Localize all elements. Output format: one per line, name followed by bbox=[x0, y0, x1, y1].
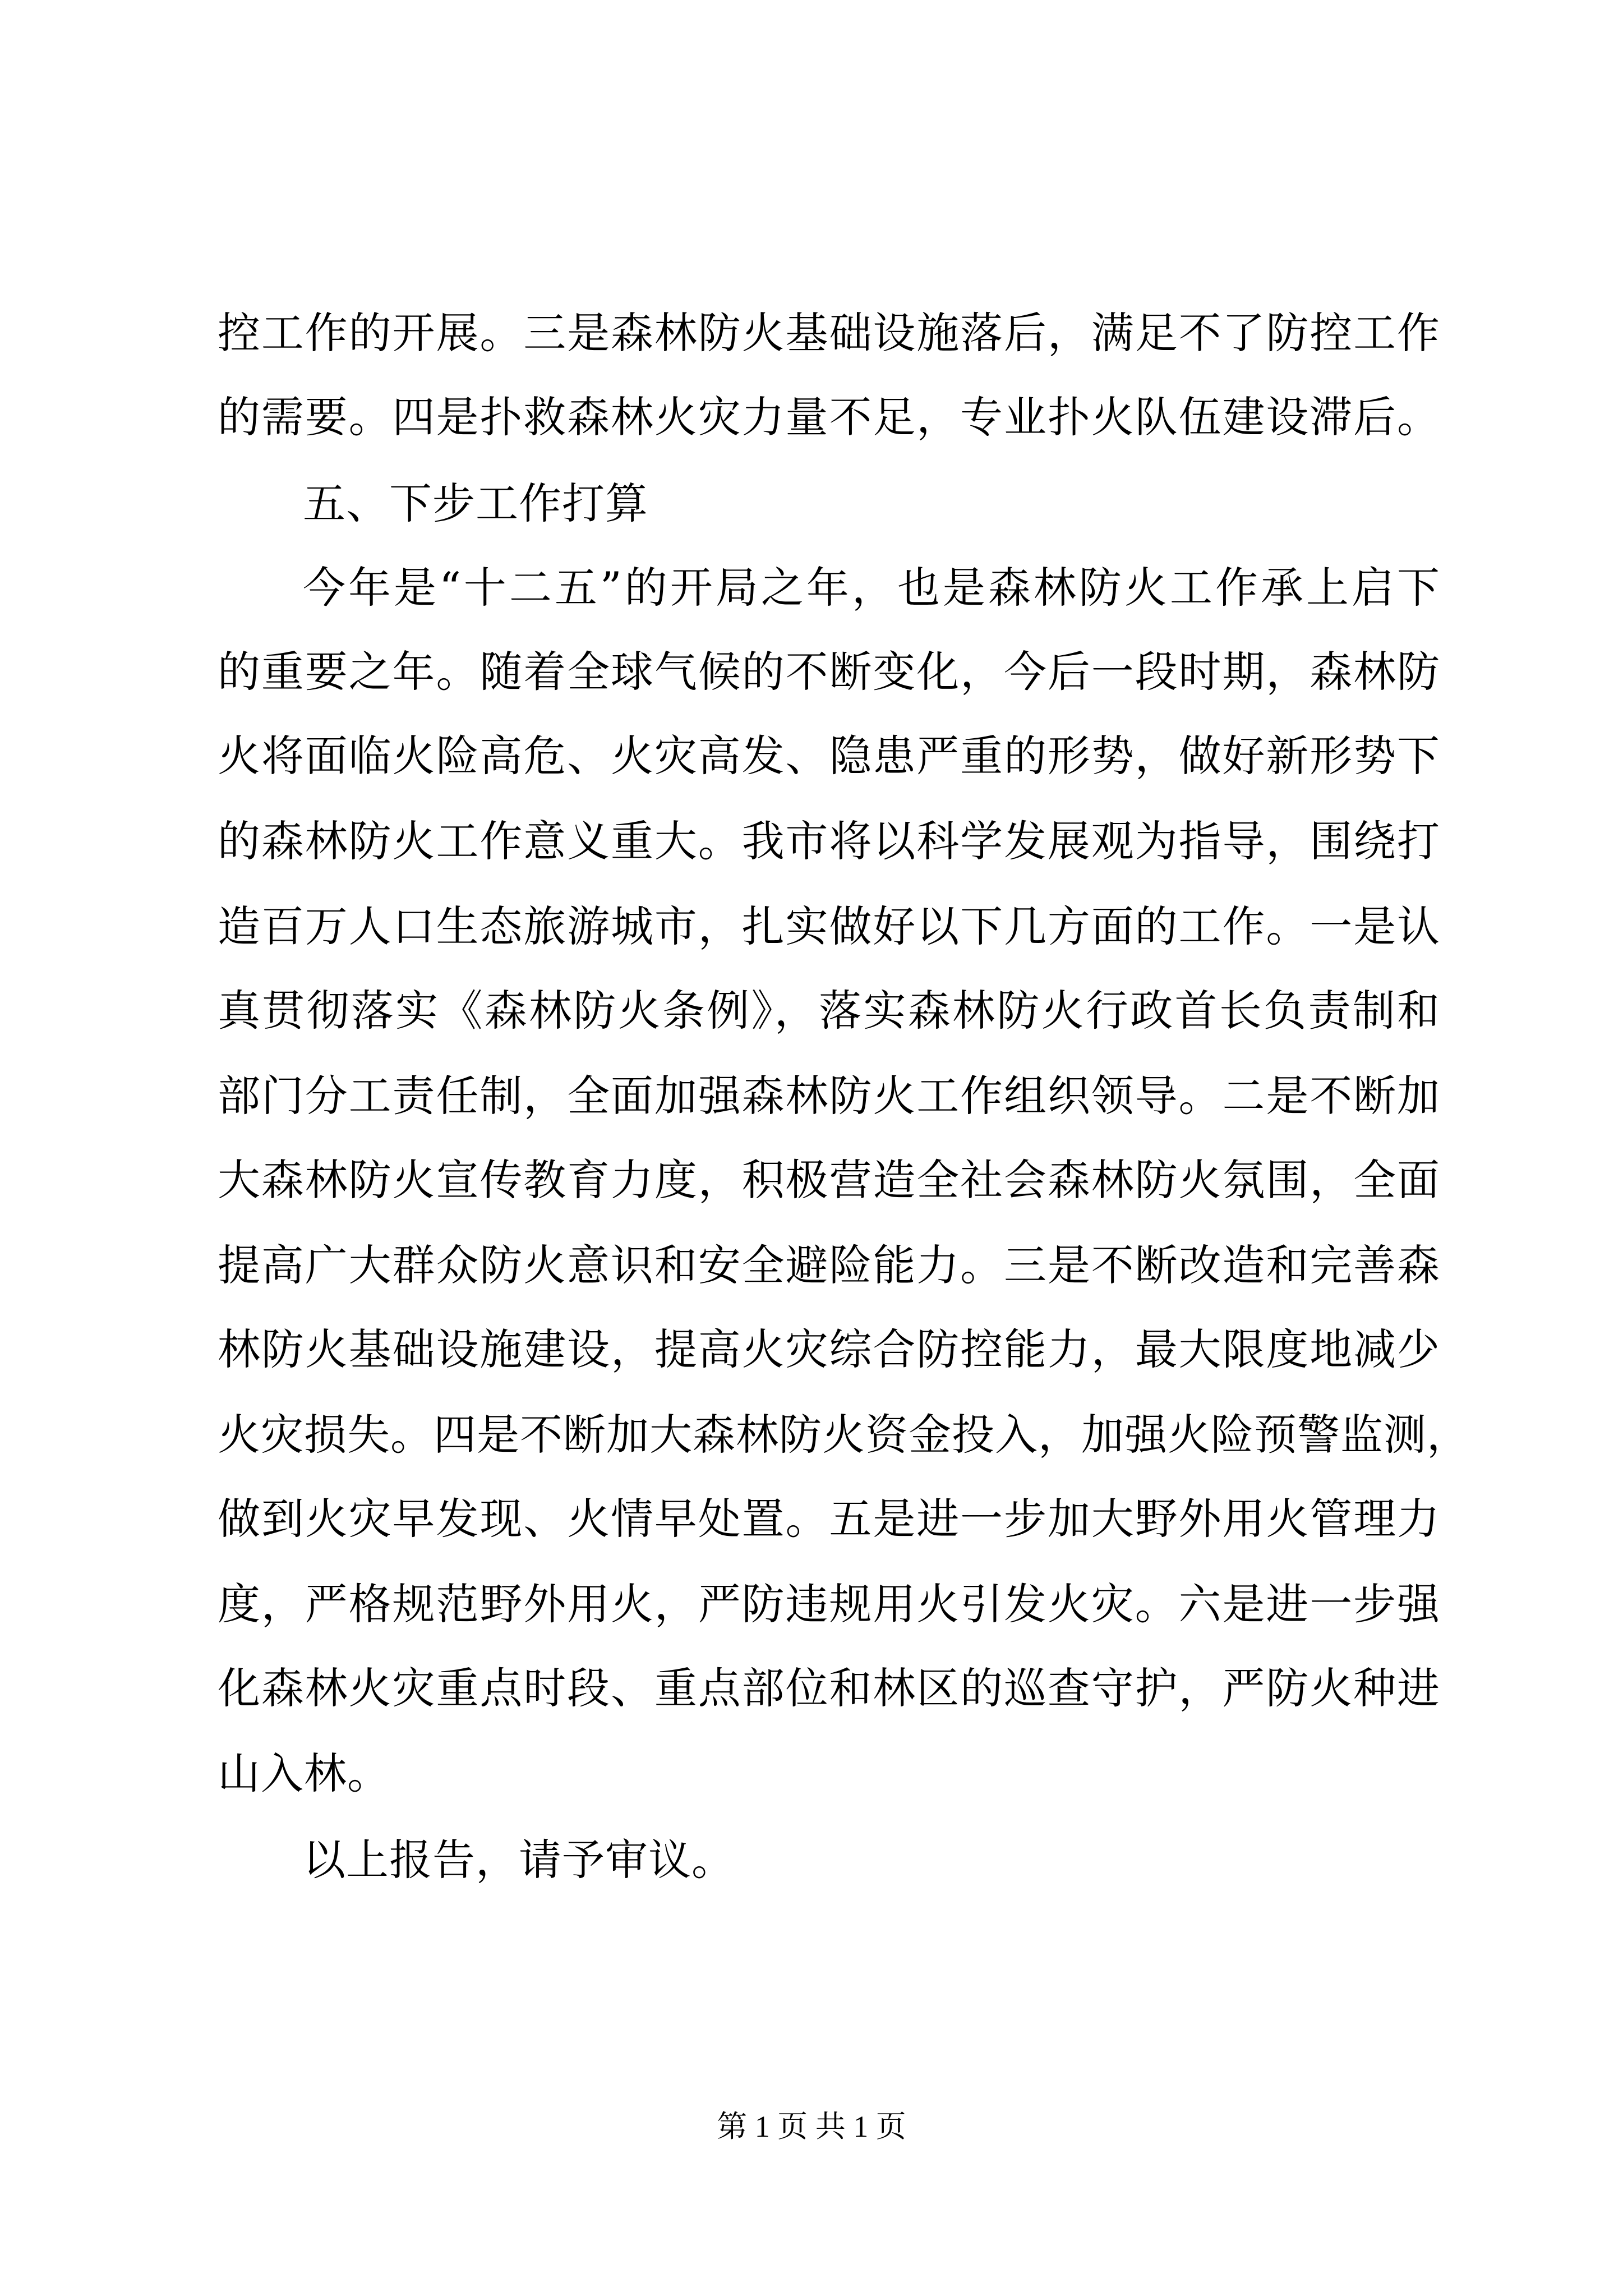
body-line-1: 控工作的开展。三是森林防火基础设施落后，满足不了防控工作 bbox=[218, 308, 1440, 358]
body-line-4: 今年是“十二五”的开局之年，也是森林防火工作承上启下 bbox=[303, 563, 1440, 613]
body-line-11: 大森林防火宣传教育力度，积极营造全社会森林防火氛围，全面 bbox=[218, 1155, 1440, 1205]
body-line-6: 火将面临火险高危、火灾高发、隐患严重的形势，做好新形势下 bbox=[218, 731, 1440, 781]
body-line-9: 真贯彻落实《森林防火条例》，落实森林防火行政首长负责制和 bbox=[218, 986, 1440, 1036]
body-line-10: 部门分工责任制，全面加强森林防火工作组织领导。二是不断加 bbox=[218, 1071, 1440, 1121]
body-line-7: 的森林防火工作意义重大。我市将以科学发展观为指导，围绕打 bbox=[218, 816, 1440, 866]
body-line-8: 造百万人口生态旅游城市，扎实做好以下几方面的工作。一是认 bbox=[218, 901, 1440, 951]
body-line-13: 林防火基础设施建设，提高火灾综合防控能力，最大限度地减少 bbox=[218, 1324, 1440, 1374]
body-line-18: 山入林。 bbox=[218, 1749, 390, 1798]
section-heading: 五、下步工作打算 bbox=[303, 478, 648, 528]
body-line-17: 化森林火灾重点时段、重点部位和林区的巡查守护，严防火种进 bbox=[218, 1663, 1440, 1713]
body-line-16: 度，严格规范野外用火，严防违规用火引发火灾。六是进一步强 bbox=[218, 1579, 1440, 1629]
body-line-12: 提高广大群众防火意识和安全避险能力。三是不断改造和完善森 bbox=[218, 1240, 1440, 1290]
body-line-15: 做到火灾早发现、火情早处置。五是进一步加大野外用火管理力 bbox=[218, 1494, 1440, 1544]
body-line-5: 的重要之年。随着全球气候的不断变化，今后一段时期，森林防 bbox=[218, 647, 1440, 697]
page-footer: 第 1 页 共 1 页 bbox=[717, 2110, 906, 2143]
closing-line: 以上报告，请予审议。 bbox=[303, 1835, 735, 1885]
body-line-14: 火灾损失。四是不断加大森林防火资金投入，加强火险预警监测， bbox=[218, 1410, 1470, 1460]
body-line-2: 的需要。四是扑救森林火灾力量不足，专业扑火队伍建设滞后。 bbox=[218, 392, 1440, 442]
